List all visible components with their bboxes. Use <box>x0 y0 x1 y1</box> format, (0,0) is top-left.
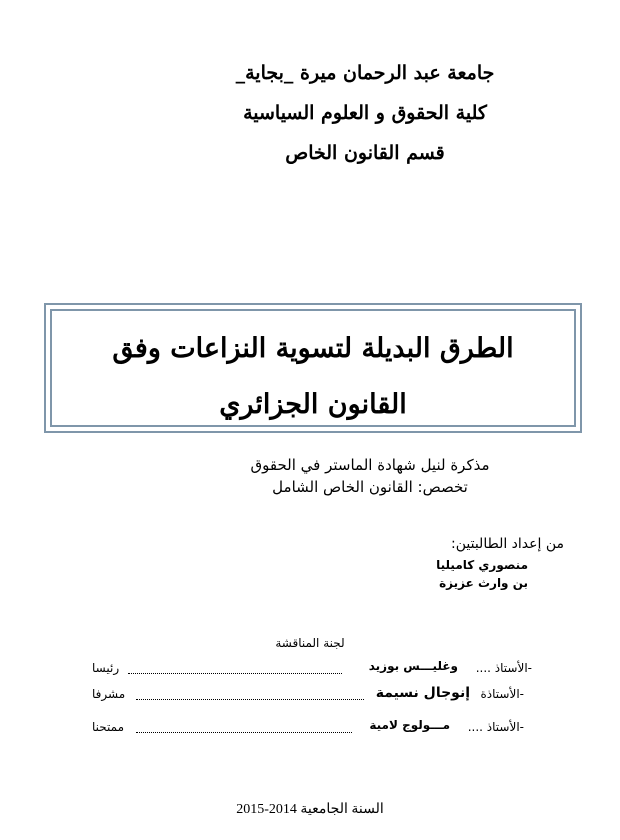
memo-purpose: مذكرة لنيل شهادة الماستر في الحقوق <box>250 456 490 474</box>
university-name: جامعة عبد الرحمان ميرة _بجاية_ <box>235 62 495 84</box>
department-name: قسم القانون الخاص <box>285 142 445 164</box>
thesis-title-line-1: الطرق البديلة لتسوية النزاعات وفق <box>112 333 514 364</box>
member-name: مـــولوج لامية <box>369 718 450 732</box>
students-label: من إعداد الطالبتين: <box>451 536 564 552</box>
member-name: إنوجال نسيمة <box>375 685 470 701</box>
dotted-leader <box>128 673 342 674</box>
member-role: رئيسا <box>92 661 120 675</box>
member-title: -الأستاذة <box>480 687 524 701</box>
student-name: بن وارث عزيزة <box>439 576 528 590</box>
member-title: -الأستاذ .... <box>467 720 524 734</box>
faculty-name: كلية الحقوق و العلوم السياسية <box>243 102 487 124</box>
thesis-title-line-2: القانون الجزائري <box>219 389 407 420</box>
member-role: مشرفا <box>92 687 126 701</box>
committee-member-row <box>92 685 532 705</box>
member-role: ممتحنا <box>92 720 125 734</box>
dotted-leader <box>136 699 364 700</box>
specialty: تخصص: القانون الخاص الشامل <box>272 478 468 496</box>
title-frame <box>44 303 582 433</box>
dotted-leader <box>136 732 352 733</box>
student-name: منصوري كاميليا <box>436 558 528 572</box>
committee-member-row <box>92 659 532 679</box>
committee-member-row <box>92 718 532 738</box>
committee-label: لجنة المناقشة <box>275 636 345 650</box>
title-frame-inner <box>50 309 576 427</box>
academic-year: السنة الجامعية 2014-2015 <box>236 802 384 817</box>
member-name: وغليـــس بوزيد <box>368 659 458 673</box>
member-title: -الأستاذ .... <box>475 661 532 675</box>
